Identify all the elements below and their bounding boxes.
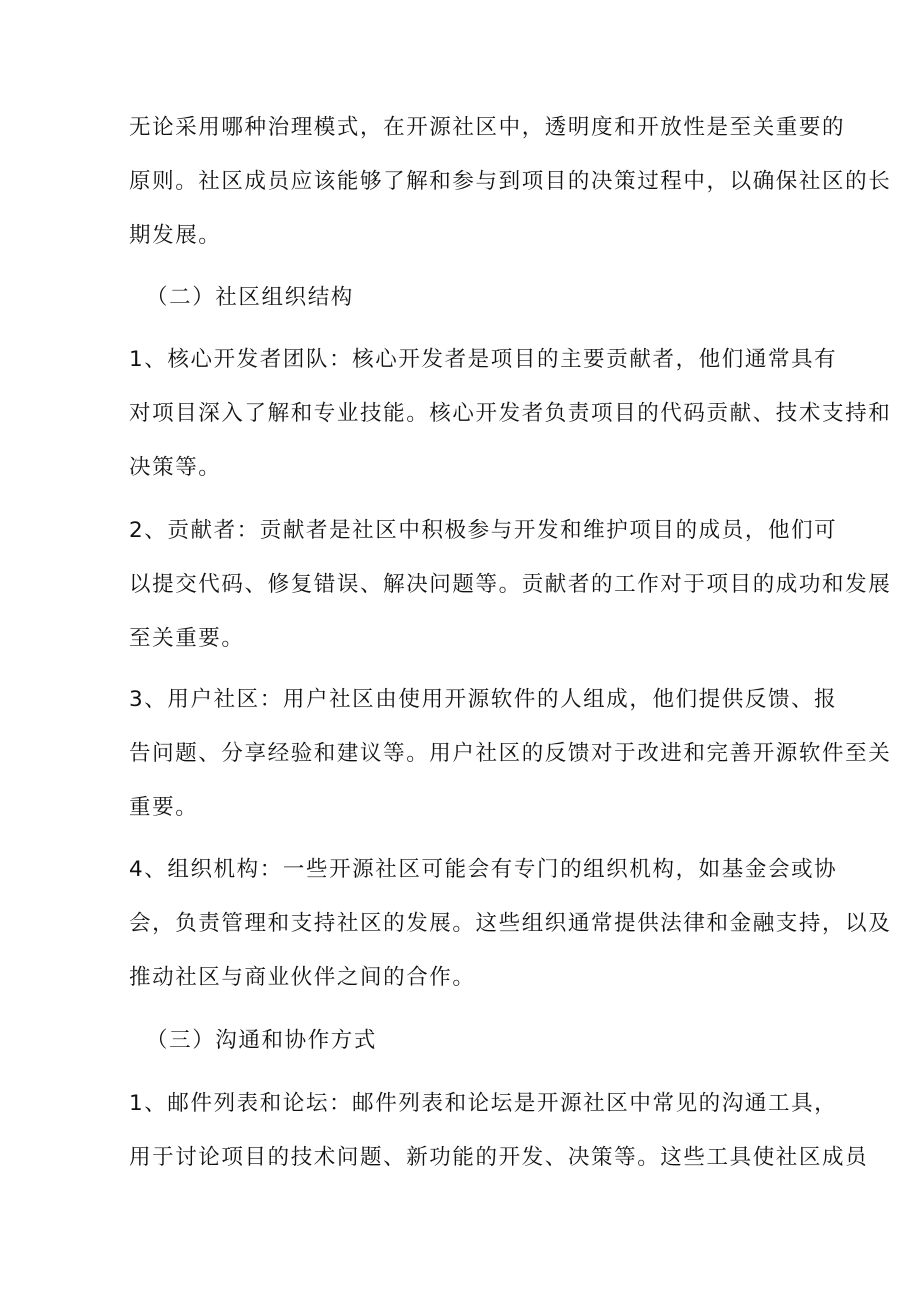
text-line: 至关重要。: [129, 626, 245, 651]
section-heading-community-structure: （二）社区组织结构: [146, 285, 354, 310]
text-line: 告问题、分享经验和建议等。用户社区的反馈对于改进和完善开源软件至关: [129, 741, 892, 766]
paragraph-contributors: [83, 504, 892, 666]
text-line: 1、邮件列表和论坛：邮件列表和论坛是开源社区中常见的沟通工具，: [129, 1091, 838, 1116]
text-line: 以提交代码、修复错误、解决问题等。贡献者的工作对于项目的成功和发展: [129, 572, 892, 597]
text-line: 期发展。: [129, 223, 222, 248]
paragraph-user-community: [83, 673, 892, 835]
paragraph-core-developers: [83, 333, 892, 495]
text-line: 对项目深入了解和专业技能。核心开发者负责项目的代码贡献、技术支持和: [129, 401, 892, 426]
text-line: 重要。: [129, 795, 199, 820]
text-line: 2、贡献者：贡献者是社区中积极参与开发和维护项目的成员，他们可: [129, 518, 838, 543]
text-line: 决策等。: [129, 455, 222, 480]
text-line: 1、核心开发者团队：核心开发者是项目的主要贡献者，他们通常具有: [129, 347, 838, 372]
text-line: 原则。社区成员应该能够了解和参与到项目的决策过程中，以确保社区的长: [129, 169, 892, 194]
paragraph-mailing-lists: [83, 1077, 869, 1185]
section-heading-communication: （三）沟通和协作方式: [146, 1028, 378, 1053]
paragraph-organizations: [83, 843, 892, 1005]
text-line: 会，负责管理和支持社区的发展。这些组织通常提供法律和金融支持，以及: [129, 911, 892, 936]
text-line: 3、用户社区：用户社区由使用开源软件的人组成，他们提供反馈、报: [129, 687, 838, 712]
text-line: 4、组织机构：一些开源社区可能会有专门的组织机构，如基金会或协: [129, 857, 838, 882]
text-line: 无论采用哪种治理模式，在开源社区中，透明度和开放性是至关重要的: [129, 115, 846, 140]
text-line: 用于讨论项目的技术问题、新功能的开发、决策等。这些工具使社区成员: [129, 1145, 869, 1170]
paragraph-governance-transparency: [83, 101, 892, 263]
text-line: 推动社区与商业伙伴之间的合作。: [129, 965, 476, 990]
